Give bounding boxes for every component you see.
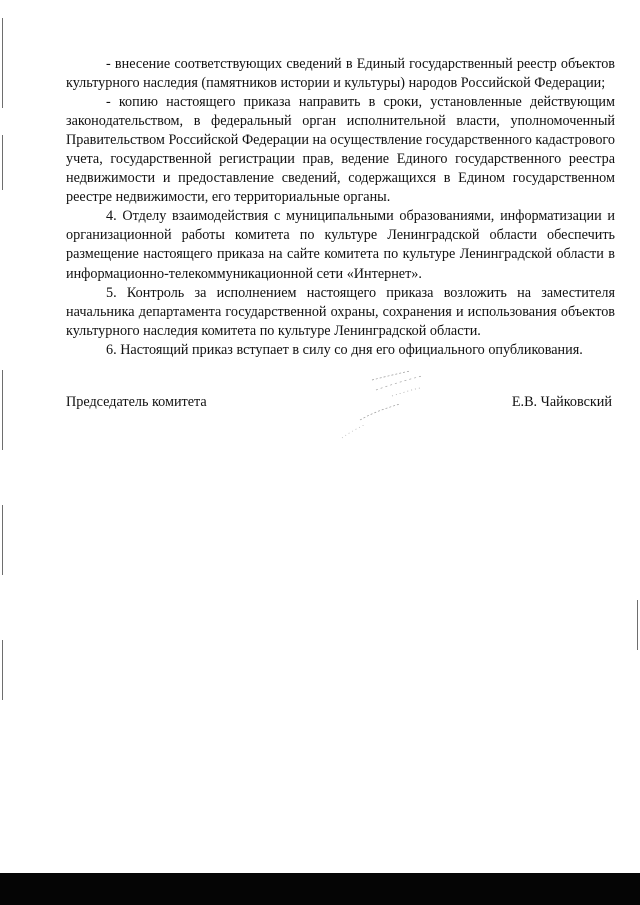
paragraph: 6. Настоящий приказ вступает в силу со дня его официального опубликования. [106,341,583,358]
document-body [66,55,615,360]
scan-edge-mark [2,640,3,700]
paragraph: 4. Отделу взаимодействия с муниципальными образованиями, информатизации и организационной работы комитета по культуре Ленинградской области обеспечить размещение настоящего приказа на сайте комитета по культуре Ленинградской области в информационно-телекоммуникационной сети «Интернет». [66,208,615,282]
paragraph: 5. Контроль за исполнением настоящего приказа возложить на заместителя начальника департамента государственной охраны, сохранения и использования объектов культурного наследия комитета по культуре Ленинградской области. [66,284,615,339]
scan-edge-mark [2,135,3,190]
scan-edge-mark [2,505,3,575]
paragraph: - копию настоящего приказа направить в сроки, установленные действующим законодательством, в федеральный орган исполнительной власти, уполномоченный Правительством Российской Федерации на осуществление государственного кадастрового учета, государственной регистрации прав, ведение Единого государственного реестра недвижимости и предоставление сведений, содержащихся в Едином государственном реестре недвижимости, его территориальные органы. [66,94,615,206]
scan-bottom-bar [0,873,640,905]
handwritten-signature [312,368,442,453]
signatory-title: Председатель комитета [66,394,207,410]
signatory-name: Е.В. Чайковский [511,394,612,410]
scan-edge-mark [2,18,3,108]
scan-edge-mark [637,600,638,650]
paragraph: - внесение соответствующих сведений в Единый государственный реестр объектов культурного наследия (памятников истории и культуры) народов Российской Федерации; [66,56,615,92]
scan-edge-mark [2,370,3,450]
